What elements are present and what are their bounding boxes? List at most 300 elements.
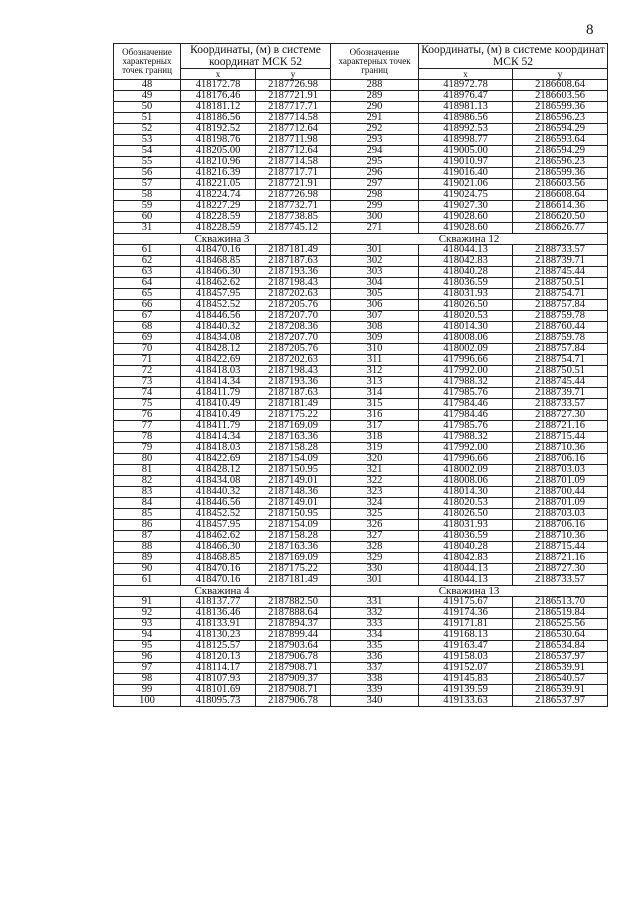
y-value-right: 2188757.84 (513, 344, 608, 355)
table-row (114, 454, 608, 465)
y-value-left: 2187163.36 (256, 542, 331, 553)
y-value-right: 2188739.71 (513, 388, 608, 399)
x-value-right: 418972.78 (419, 80, 513, 91)
point-id-right: 315 (331, 399, 419, 410)
x-value-right: 418008.06 (419, 476, 513, 487)
table-row (114, 190, 608, 201)
point-id-right: 310 (331, 344, 419, 355)
x-value-left: 418462.62 (181, 278, 256, 289)
y-value-left: 2187726.98 (256, 190, 331, 201)
x-value-right: 417985.76 (419, 421, 513, 432)
point-id-left: 80 (114, 454, 181, 465)
table-row (114, 685, 608, 696)
y-value-right: 2186525.56 (513, 619, 608, 630)
point-id-left: 94 (114, 630, 181, 641)
section-label-right: Скважина 12 (331, 234, 608, 245)
point-id-right: 340 (331, 696, 419, 707)
y-value-right: 2186599.36 (513, 168, 608, 179)
point-id-right: 336 (331, 652, 419, 663)
y-value-right: 2188757.84 (513, 300, 608, 311)
x-value-left: 418452.52 (181, 509, 256, 520)
y-value-left: 2187909.37 (256, 674, 331, 685)
x-value-left: 418457.95 (181, 289, 256, 300)
point-id-left: 90 (114, 564, 181, 575)
point-id-right: 298 (331, 190, 419, 201)
point-id-left: 59 (114, 201, 181, 212)
point-id-left: 67 (114, 311, 181, 322)
point-id-right: 290 (331, 102, 419, 113)
y-value-left: 2187148.36 (256, 487, 331, 498)
table-row (114, 333, 608, 344)
point-id-right: 335 (331, 641, 419, 652)
y-value-right: 2188706.16 (513, 454, 608, 465)
point-id-left: 63 (114, 267, 181, 278)
x-value-right: 419168.13 (419, 630, 513, 641)
y-value-left: 2187169.09 (256, 421, 331, 432)
x-value-left: 418172.78 (181, 80, 256, 91)
x-value-right: 419028.60 (419, 212, 513, 223)
point-id-left: 100 (114, 696, 181, 707)
x-value-left: 418136.46 (181, 608, 256, 619)
point-id-left: 31 (114, 223, 181, 234)
table-row (114, 476, 608, 487)
point-id-left: 88 (114, 542, 181, 553)
point-id-left: 56 (114, 168, 181, 179)
point-id-left: 71 (114, 355, 181, 366)
table-row (114, 201, 608, 212)
point-id-right: 327 (331, 531, 419, 542)
y-value-right: 2186599.36 (513, 102, 608, 113)
y-value-right: 2186603.56 (513, 179, 608, 190)
x-value-right: 419005.00 (419, 146, 513, 157)
point-id-right: 303 (331, 267, 419, 278)
point-id-left: 61 (114, 245, 181, 256)
x-value-right: 417992.00 (419, 443, 513, 454)
y-value-right: 2186530.64 (513, 630, 608, 641)
x-value-right: 419171.81 (419, 619, 513, 630)
x-value-left: 418446.56 (181, 311, 256, 322)
x-value-right: 419175.67 (419, 597, 513, 608)
y-header-right: y (513, 69, 608, 80)
x-value-right: 418031.93 (419, 289, 513, 300)
y-value-right: 2188701.09 (513, 498, 608, 509)
x-value-right: 418026.50 (419, 300, 513, 311)
point-id-left: 75 (114, 399, 181, 410)
x-value-right: 418026.50 (419, 509, 513, 520)
table-row (114, 102, 608, 113)
x-header-left: x (181, 69, 256, 80)
y-value-left: 2187717.71 (256, 168, 331, 179)
y-value-left: 2187149.01 (256, 498, 331, 509)
x-value-right: 419158.03 (419, 652, 513, 663)
point-id-right: 294 (331, 146, 419, 157)
table-row (114, 509, 608, 520)
y-value-left: 2187193.36 (256, 267, 331, 278)
point-id-left: 48 (114, 80, 181, 91)
point-id-right: 305 (331, 289, 419, 300)
table-row (114, 124, 608, 135)
x-value-right: 417984.46 (419, 399, 513, 410)
table-row (114, 663, 608, 674)
x-value-left: 418227.29 (181, 201, 256, 212)
table-row (114, 388, 608, 399)
table-row (114, 421, 608, 432)
point-id-right: 318 (331, 432, 419, 443)
y-value-right: 2188733.57 (513, 245, 608, 256)
y-value-right: 2188715.44 (513, 542, 608, 553)
x-value-right: 419163.47 (419, 641, 513, 652)
point-id-left: 60 (114, 212, 181, 223)
section-label-left: Скважина 4 (114, 586, 331, 597)
table-row (114, 366, 608, 377)
y-value-right: 2188733.57 (513, 575, 608, 586)
point-id-left: 55 (114, 157, 181, 168)
point-id-right: 301 (331, 245, 419, 256)
x-value-right: 418976.47 (419, 91, 513, 102)
point-id-left: 70 (114, 344, 181, 355)
y-value-right: 2188715.44 (513, 432, 608, 443)
y-value-left: 2187175.22 (256, 410, 331, 421)
point-id-left: 77 (114, 421, 181, 432)
y-value-left: 2187175.22 (256, 564, 331, 575)
table-row (114, 597, 608, 608)
point-id-right: 332 (331, 608, 419, 619)
table-row (114, 157, 608, 168)
table-row (114, 410, 608, 421)
point-column-header-left: Обозначение характерных точек границ (114, 44, 181, 80)
section-header-row (114, 586, 608, 597)
y-value-right: 2188721.16 (513, 553, 608, 564)
x-value-right: 418044.13 (419, 245, 513, 256)
x-value-left: 418186.56 (181, 113, 256, 124)
point-id-left: 95 (114, 641, 181, 652)
x-value-right: 418981.13 (419, 102, 513, 113)
x-value-right: 419024.75 (419, 190, 513, 201)
point-id-left: 83 (114, 487, 181, 498)
x-value-right: 419016.40 (419, 168, 513, 179)
y-value-left: 2187738.85 (256, 212, 331, 223)
y-value-left: 2187150.95 (256, 509, 331, 520)
section-header-row (114, 234, 608, 245)
y-value-right: 2188710.36 (513, 443, 608, 454)
x-value-left: 418452.52 (181, 300, 256, 311)
table-row (114, 542, 608, 553)
table-row (114, 212, 608, 223)
table-row (114, 465, 608, 476)
y-value-left: 2187158.28 (256, 443, 331, 454)
x-value-left: 418107.93 (181, 674, 256, 685)
x-value-right: 419028.60 (419, 223, 513, 234)
y-value-left: 2187154.09 (256, 520, 331, 531)
x-value-left: 418457.95 (181, 520, 256, 531)
y-value-left: 2187714.58 (256, 113, 331, 124)
y-value-right: 2186594.29 (513, 146, 608, 157)
point-id-right: 304 (331, 278, 419, 289)
x-value-right: 417984.46 (419, 410, 513, 421)
x-value-right: 418002.09 (419, 344, 513, 355)
table-row (114, 674, 608, 685)
x-value-right: 418042.83 (419, 553, 513, 564)
x-value-right: 418036.59 (419, 278, 513, 289)
point-id-right: 289 (331, 91, 419, 102)
y-value-right: 2188754.71 (513, 355, 608, 366)
x-value-right: 418036.59 (419, 531, 513, 542)
y-value-right: 2188710.36 (513, 531, 608, 542)
table-row (114, 135, 608, 146)
point-id-left: 61 (114, 575, 181, 586)
x-value-right: 418031.93 (419, 520, 513, 531)
table-row (114, 146, 608, 157)
table-row (114, 344, 608, 355)
point-id-left: 72 (114, 366, 181, 377)
table-row (114, 179, 608, 190)
y-value-right: 2186626.77 (513, 223, 608, 234)
y-value-left: 2187906.78 (256, 696, 331, 707)
point-id-right: 288 (331, 80, 419, 91)
x-value-left: 418181.12 (181, 102, 256, 113)
point-id-left: 81 (114, 465, 181, 476)
x-header-right: x (419, 69, 513, 80)
point-id-left: 91 (114, 597, 181, 608)
x-value-left: 418137.77 (181, 597, 256, 608)
y-value-right: 2188721.16 (513, 421, 608, 432)
x-value-right: 419010.97 (419, 157, 513, 168)
point-id-left: 74 (114, 388, 181, 399)
y-value-left: 2187208.36 (256, 322, 331, 333)
x-value-left: 418468.85 (181, 256, 256, 267)
x-value-left: 418221.05 (181, 179, 256, 190)
table-row (114, 487, 608, 498)
table-row (114, 575, 608, 586)
x-value-right: 419145.83 (419, 674, 513, 685)
y-value-right: 2186608.64 (513, 80, 608, 91)
x-value-right: 419021.06 (419, 179, 513, 190)
point-id-right: 313 (331, 377, 419, 388)
x-value-right: 417988.32 (419, 432, 513, 443)
table-row (114, 311, 608, 322)
x-value-left: 418125.57 (181, 641, 256, 652)
x-value-left: 418198.76 (181, 135, 256, 146)
y-value-right: 2186513.70 (513, 597, 608, 608)
table-row (114, 399, 608, 410)
x-value-right: 419174.36 (419, 608, 513, 619)
y-value-left: 2187888.64 (256, 608, 331, 619)
x-value-right: 418044.13 (419, 564, 513, 575)
point-id-right: 311 (331, 355, 419, 366)
x-value-left: 418411.79 (181, 388, 256, 399)
table-row (114, 443, 608, 454)
x-value-left: 418410.49 (181, 399, 256, 410)
point-id-left: 99 (114, 685, 181, 696)
y-value-right: 2186534.84 (513, 641, 608, 652)
y-value-right: 2186596.23 (513, 157, 608, 168)
table-row (114, 322, 608, 333)
x-value-left: 418224.74 (181, 190, 256, 201)
point-id-left: 62 (114, 256, 181, 267)
point-id-right: 317 (331, 421, 419, 432)
x-value-left: 418434.08 (181, 476, 256, 487)
point-id-right: 319 (331, 443, 419, 454)
point-id-left: 57 (114, 179, 181, 190)
y-value-left: 2187205.76 (256, 300, 331, 311)
y-value-right: 2188745.44 (513, 377, 608, 388)
section-label-right: Скважина 13 (331, 586, 608, 597)
x-value-left: 418446.56 (181, 498, 256, 509)
x-value-left: 418095.73 (181, 696, 256, 707)
y-value-right: 2188754.71 (513, 289, 608, 300)
y-value-right: 2188750.51 (513, 366, 608, 377)
coords-column-header-right: Координаты, (м) в системе координат МСК 52 (419, 44, 608, 69)
y-value-left: 2187711.98 (256, 135, 331, 146)
table-row (114, 278, 608, 289)
x-value-right: 418020.53 (419, 498, 513, 509)
x-value-right: 418044.13 (419, 575, 513, 586)
point-id-right: 299 (331, 201, 419, 212)
x-value-left: 418422.69 (181, 355, 256, 366)
point-id-right: 312 (331, 366, 419, 377)
point-id-left: 79 (114, 443, 181, 454)
y-value-left: 2187198.43 (256, 278, 331, 289)
point-id-right: 297 (331, 179, 419, 190)
point-id-left: 84 (114, 498, 181, 509)
table-row (114, 432, 608, 443)
y-value-left: 2187202.63 (256, 289, 331, 300)
table-row (114, 113, 608, 124)
y-value-left: 2187714.58 (256, 157, 331, 168)
y-value-left: 2187721.91 (256, 179, 331, 190)
point-id-right: 271 (331, 223, 419, 234)
x-value-left: 418428.12 (181, 344, 256, 355)
point-id-right: 337 (331, 663, 419, 674)
x-value-left: 418468.85 (181, 553, 256, 564)
y-value-left: 2187181.49 (256, 245, 331, 256)
point-id-right: 292 (331, 124, 419, 135)
x-value-left: 418205.00 (181, 146, 256, 157)
y-value-right: 2186537.97 (513, 652, 608, 663)
table-row (114, 355, 608, 366)
point-id-right: 301 (331, 575, 419, 586)
y-value-right: 2188700.44 (513, 487, 608, 498)
x-value-right: 418998.77 (419, 135, 513, 146)
point-id-right: 300 (331, 212, 419, 223)
x-value-right: 418014.30 (419, 487, 513, 498)
point-id-right: 308 (331, 322, 419, 333)
y-value-left: 2187150.95 (256, 465, 331, 476)
x-value-right: 417996.66 (419, 355, 513, 366)
x-value-right: 418040.28 (419, 267, 513, 278)
table-row (114, 630, 608, 641)
y-value-right: 2188759.78 (513, 311, 608, 322)
point-column-header-right: Обозначение характерных точек границ (331, 44, 419, 80)
point-id-right: 309 (331, 333, 419, 344)
x-value-left: 418422.69 (181, 454, 256, 465)
point-id-left: 82 (114, 476, 181, 487)
x-value-left: 418428.12 (181, 465, 256, 476)
x-value-left: 418210.96 (181, 157, 256, 168)
y-value-left: 2187906.78 (256, 652, 331, 663)
point-id-left: 64 (114, 278, 181, 289)
point-id-right: 302 (331, 256, 419, 267)
point-id-left: 73 (114, 377, 181, 388)
point-id-right: 331 (331, 597, 419, 608)
table-row (114, 696, 608, 707)
y-value-right: 2186596.23 (513, 113, 608, 124)
y-value-left: 2187154.09 (256, 454, 331, 465)
x-value-left: 418133.91 (181, 619, 256, 630)
y-value-right: 2188745.44 (513, 267, 608, 278)
table-row (114, 223, 608, 234)
table-row (114, 289, 608, 300)
point-id-right: 316 (331, 410, 419, 421)
point-id-left: 49 (114, 91, 181, 102)
y-value-right: 2186614.36 (513, 201, 608, 212)
y-value-right: 2186608.64 (513, 190, 608, 201)
y-value-left: 2187207.70 (256, 311, 331, 322)
point-id-right: 334 (331, 630, 419, 641)
y-value-right: 2188759.78 (513, 333, 608, 344)
point-id-left: 69 (114, 333, 181, 344)
x-value-left: 418192.52 (181, 124, 256, 135)
table-row (114, 531, 608, 542)
y-value-left: 2187726.98 (256, 80, 331, 91)
y-value-left: 2187908.71 (256, 685, 331, 696)
point-id-left: 98 (114, 674, 181, 685)
table-body (114, 80, 608, 707)
y-value-left: 2187732.71 (256, 201, 331, 212)
point-id-right: 323 (331, 487, 419, 498)
y-value-left: 2187187.63 (256, 388, 331, 399)
x-value-left: 418440.32 (181, 322, 256, 333)
table-row (114, 91, 608, 102)
y-value-left: 2187908.71 (256, 663, 331, 674)
x-value-right: 418008.06 (419, 333, 513, 344)
x-value-left: 418176.46 (181, 91, 256, 102)
x-value-left: 418130.23 (181, 630, 256, 641)
table-row (114, 652, 608, 663)
x-value-left: 418216.39 (181, 168, 256, 179)
coords-column-header-left: Координаты, (м) в системе координат МСК 52 (181, 44, 331, 69)
y-value-left: 2187882.50 (256, 597, 331, 608)
x-value-left: 418466.30 (181, 267, 256, 278)
y-header-left: y (256, 69, 331, 80)
point-id-left: 97 (114, 663, 181, 674)
point-id-left: 68 (114, 322, 181, 333)
y-value-right: 2186620.50 (513, 212, 608, 223)
y-value-left: 2187712.64 (256, 124, 331, 135)
x-value-right: 417985.76 (419, 388, 513, 399)
table-row (114, 256, 608, 267)
y-value-left: 2187193.36 (256, 377, 331, 388)
y-value-left: 2187903.64 (256, 641, 331, 652)
x-value-left: 418470.16 (181, 564, 256, 575)
x-value-right: 418002.09 (419, 465, 513, 476)
x-value-left: 418414.34 (181, 377, 256, 388)
point-id-right: 314 (331, 388, 419, 399)
coordinates-table (113, 43, 608, 707)
point-id-right: 330 (331, 564, 419, 575)
y-value-left: 2187202.63 (256, 355, 331, 366)
point-id-right: 295 (331, 157, 419, 168)
x-value-right: 418040.28 (419, 542, 513, 553)
y-value-right: 2188701.09 (513, 476, 608, 487)
x-value-right: 417988.32 (419, 377, 513, 388)
x-value-left: 418466.30 (181, 542, 256, 553)
table-row (114, 553, 608, 564)
y-value-right: 2188727.30 (513, 410, 608, 421)
x-value-right: 418020.53 (419, 311, 513, 322)
y-value-right: 2186519.84 (513, 608, 608, 619)
y-value-right: 2186603.56 (513, 91, 608, 102)
